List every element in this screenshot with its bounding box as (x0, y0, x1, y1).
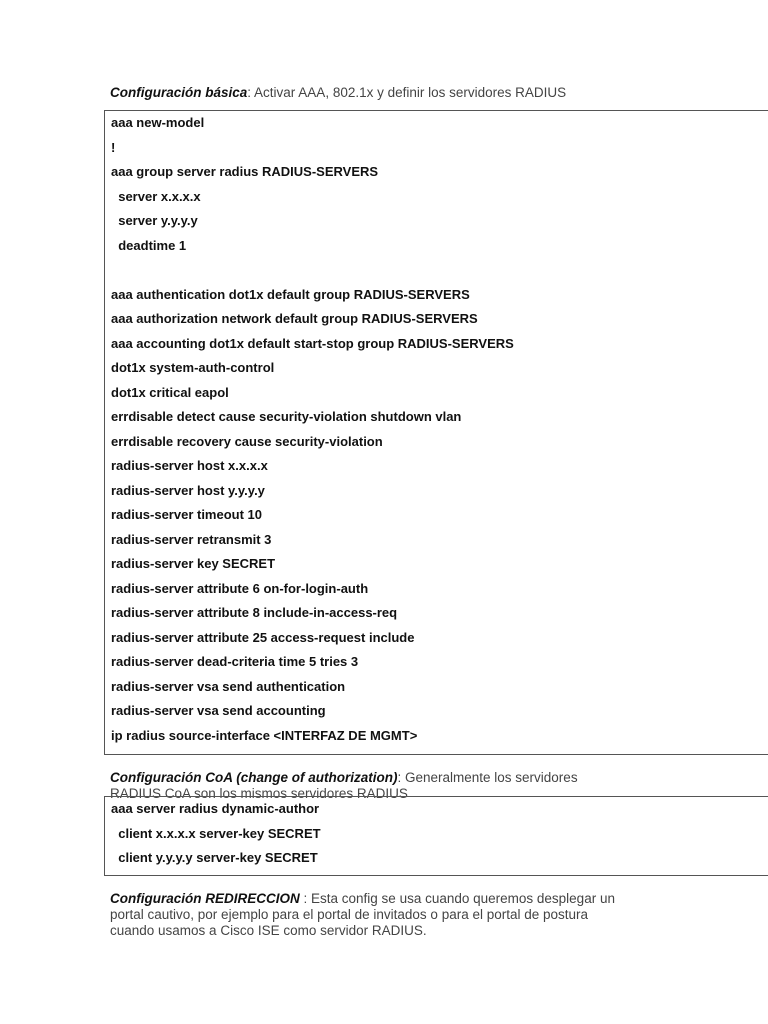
code-line: client x.x.x.x server-key SECRET (111, 825, 321, 841)
section-title: Configuración REDIRECCION (110, 891, 300, 906)
code-line: radius-server attribute 25 access-request include (111, 629, 415, 645)
section-description: : Generalmente los servidores RADIUS CoA son los mismos servidores RADIUS (110, 770, 578, 801)
code-line: aaa accounting dot1x default start-stop group RADIUS-SERVERS (111, 335, 514, 351)
section-title: Configuración CoA (change of authorization) (110, 770, 398, 785)
section-heading-redirect-config (110, 875, 615, 939)
code-line: dot1x system-auth-control (111, 360, 275, 375)
code-line: radius-server vsa send authentication (111, 678, 346, 694)
code-line: client y.y.y.y server-key SECRET (111, 850, 318, 865)
code-line: radius-server dead-criteria time 5 tries 3 (111, 654, 359, 669)
code-line: radius-server attribute 6 on-for-login-auth (111, 580, 369, 596)
code-line: radius-server host x.x.x.x (111, 458, 268, 473)
code-line: ip radius source-interface <INTERFAZ DE MGMT> (111, 727, 418, 743)
section-description: : Esta config se usa cuando queremos desplegar un portal cautivo, por ejemplo para el portal de invitados o para el portal de postura cuando usamos a Cisco ISE como servidor RADIUS. (110, 891, 615, 938)
code-line: aaa group server radius RADIUS-SERVERS (111, 164, 379, 179)
code-line: server x.x.x.x (111, 188, 201, 204)
code-line: aaa server radius dynamic-author (111, 801, 320, 816)
code-line: dot1x critical eapol (111, 384, 229, 400)
section-heading-coa-config (110, 754, 578, 802)
code-line: deadtime 1 (111, 237, 187, 253)
code-line (111, 263, 768, 288)
code-line: errdisable recovery cause security-violation (111, 433, 383, 449)
code-line: aaa authorization network default group RADIUS-SERVERS (111, 311, 478, 326)
code-line: server y.y.y.y (111, 213, 198, 228)
code-block-basic-config (104, 110, 768, 755)
code-line: radius-server timeout 10 (111, 507, 263, 522)
code-line: errdisable detect cause security-violation shutdown vlan (111, 409, 462, 424)
section-title: Configuración básica (110, 85, 248, 100)
code-line: ! (111, 139, 116, 155)
section-heading-basic-config (110, 85, 566, 101)
code-line: radius-server retransmit 3 (111, 531, 272, 547)
code-block-coa-config (104, 796, 768, 876)
code-line: radius-server key SECRET (111, 556, 276, 571)
code-line: radius-server attribute 8 include-in-access-req (111, 605, 398, 620)
code-line: aaa authentication dot1x default group RADIUS-SERVERS (111, 286, 470, 302)
code-line: aaa new-model (111, 115, 205, 130)
code-line: radius-server vsa send accounting (111, 703, 326, 718)
section-description: : Activar AAA, 802.1x y definir los servidores RADIUS (247, 85, 567, 100)
code-line: radius-server host y.y.y.y (111, 482, 265, 498)
